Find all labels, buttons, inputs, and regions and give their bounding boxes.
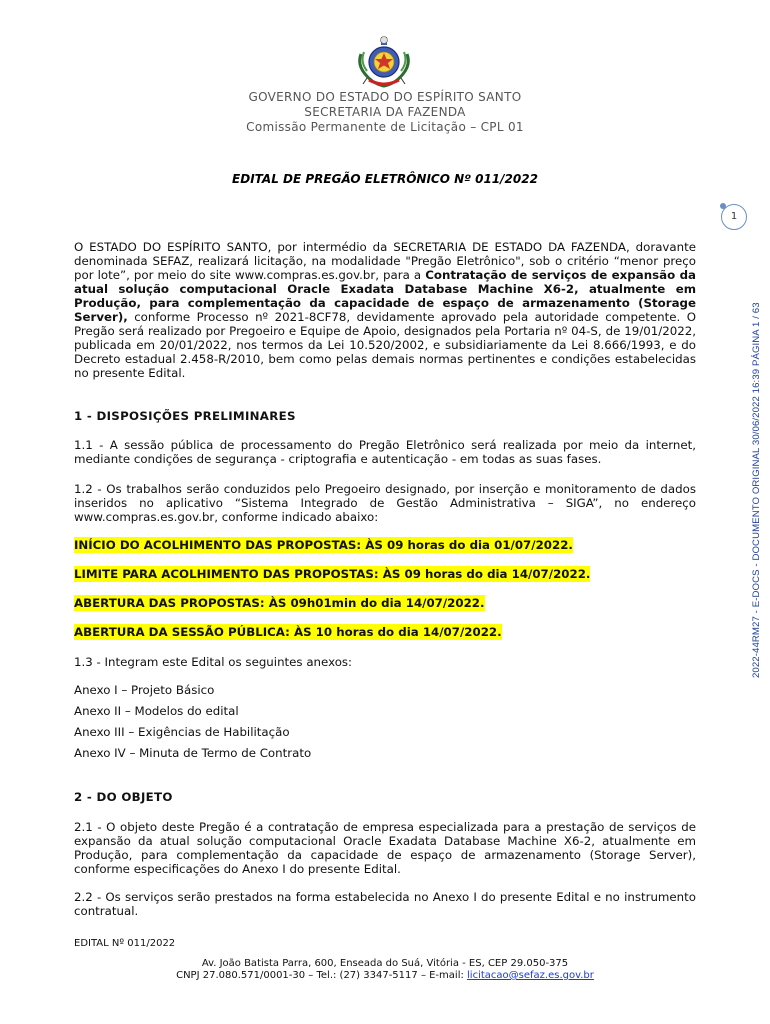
paragraph-2-1: 2.1 - O objeto deste Pregão é a contratação de empresa especializada para a prestação de serviços de expansão da atual solução computacional Oracle Exadata Database Machine X6-2, atualmente em Produção, para complementação da capacidade de espaço de armazenamento (Storage Server), conforme especificações do Anexo I do presente Edital. bbox=[74, 820, 696, 876]
annex-item-2: Anexo II – Modelos do edital bbox=[74, 704, 239, 718]
header-government: GOVERNO DO ESTADO DO ESPÍRITO SANTO bbox=[248, 90, 522, 104]
paragraph-1-2: 1.2 - Os trabalhos serão conduzidos pelo Pregoeiro designado, por inserção e monitoramento de dados inseridos no aplicativo “Sistema Integrado de Gestão Administrativa – SIGA”, no endereço www.compras.es.gov.br, conforme indicado abaixo: bbox=[74, 482, 696, 524]
footer-edital-number: EDITAL Nº 011/2022 bbox=[74, 938, 176, 949]
footer-contact bbox=[0, 970, 770, 981]
intro-text-2: conforme Processo nº 2021-8CF78, devidamente aprovado pela autoridade competente. O Pregão será realizado por Pregoeiro e Equipe de Apoio, designados pela Portaria nº 04-S, de 19/01/2022, publicada em 20/01/2022, nos termos da Lei 10.520/2002, e subsidiariamente da Lei 8.666/1993, e do Decreto estadual 2.458-R/2010, bem como pelas demais normas pertinentes e condições estabelecidas no presente Edital. bbox=[74, 310, 696, 380]
highlight-start-proposals: INÍCIO DO ACOLHIMENTO DAS PROPOSTAS: ÀS 09 horas do dia 01/07/2022. bbox=[74, 538, 573, 552]
annex-item-3: Anexo III – Exigências de Habilitação bbox=[74, 725, 290, 739]
highlight-opening-session: ABERTURA DA SESSÃO PÚBLICA: ÀS 10 horas do dia 14/07/2022. bbox=[74, 625, 502, 639]
paragraph-2-2: 2.2 - Os serviços serão prestados na forma estabelecida no Anexo I do presente Edital e no instrumento contratual. bbox=[74, 890, 696, 918]
footer-email-link[interactable]: licitacao@sefaz.es.gov.br bbox=[467, 970, 594, 981]
paragraph-1-1: 1.1 - A sessão pública de processamento do Pregão Eletrônico será realizada por meio da internet, mediante condições de segurança - criptografia e autenticação - em todas as suas fases. bbox=[74, 438, 696, 466]
footer-address: Av. João Batista Parra, 600, Enseada do Suá, Vitória - ES, CEP 29.050-375 bbox=[201, 958, 569, 969]
highlight-limit-proposals: LIMITE PARA ACOLHIMENTO DAS PROPOSTAS: ÀS 09 horas do dia 14/07/2022. bbox=[74, 567, 591, 581]
section-1-heading: 1 - DISPOSIÇÕES PRELIMINARES bbox=[74, 409, 296, 423]
footer-contact-text: CNPJ 27.080.571/0001-30 – Tel.: (27) 3347-5117 – E-mail: bbox=[176, 970, 468, 981]
annex-item-4: Anexo IV – Minuta de Termo de Contrato bbox=[74, 746, 312, 760]
intro-object-bold: Contratação de serviços de expansão da atual solução computacional Oracle Exadata Database Machine X6-2, atualmente em Produção, para complementação da capacidade de espaço de armazenamento (Storage Server), bbox=[74, 268, 697, 324]
header-secretariat: SECRETARIA DA FAZENDA bbox=[304, 105, 466, 119]
section-2-heading: 2 - DO OBJETO bbox=[74, 790, 173, 804]
coat-of-arms-seal bbox=[355, 34, 413, 90]
document-title: EDITAL DE PREGÃO ELETRÔNICO Nº 011/2022 bbox=[232, 172, 538, 186]
highlight-opening-proposals: ABERTURA DAS PROPOSTAS: ÀS 09h01min do dia 14/07/2022. bbox=[74, 596, 485, 610]
paragraph-1-3: 1.3 - Integram este Edital os seguintes anexos: bbox=[74, 655, 353, 669]
annex-item-1: Anexo I – Projeto Básico bbox=[74, 683, 215, 697]
page-number-badge: 1 bbox=[721, 204, 747, 230]
edocs-side-stamp: 2022-44RM27 - E-DOCS - DOCUMENTO ORIGINAL 30/06/2022 16:39 PÁGINA 1 / 63 bbox=[751, 302, 762, 678]
intro-text-1: O ESTADO DO ESPÍRITO SANTO, por intermédio da SECRETARIA DE ESTADO DA FAZENDA, doravante denominada SEFAZ, realizará licitação, na modalidade "Pregão Eletrônico", sob o critério “menor preço por lote”, por meio do site www.compras.es.gov.br, para a bbox=[74, 240, 696, 282]
intro-paragraph bbox=[74, 240, 696, 380]
header-commission: Comissão Permanente de Licitação – CPL 01 bbox=[246, 120, 524, 134]
